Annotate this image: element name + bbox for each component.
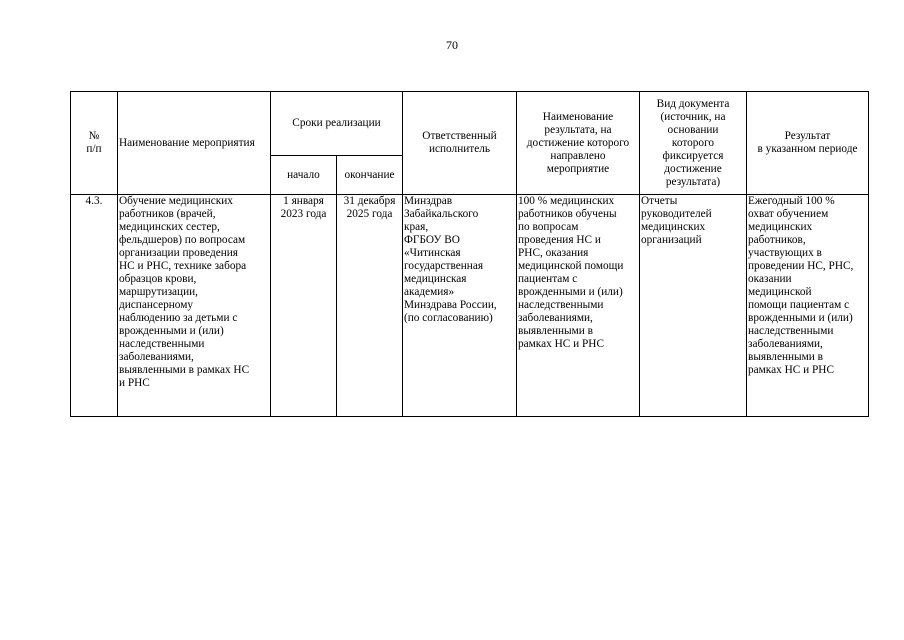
event-name-line: наследственными bbox=[119, 338, 205, 350]
result-name-line: проведения НС и bbox=[518, 234, 601, 246]
header-event-name: Наименование мероприятия bbox=[118, 92, 271, 195]
result-name-line: РНС, оказания bbox=[518, 247, 589, 259]
responsible-line: Забайкальского bbox=[404, 208, 479, 220]
header-responsible-line: исполнитель bbox=[428, 143, 491, 155]
event-name-line: фельдшеров) по вопросам bbox=[119, 234, 246, 246]
period-result-line: охват обучением bbox=[748, 208, 829, 220]
cell-start bbox=[271, 195, 337, 417]
responsible-line: Минздрав bbox=[404, 195, 453, 207]
event-name-line: Обучение медицинских bbox=[119, 195, 233, 207]
cell-responsible bbox=[403, 195, 517, 417]
period-result-line: работников, bbox=[748, 234, 806, 246]
period-result-line: выявленными в bbox=[748, 351, 823, 363]
event-name-line: НС и РНС, технике забора bbox=[119, 260, 247, 272]
header-result-name bbox=[517, 92, 640, 195]
header-terms: Сроки реализации bbox=[271, 92, 403, 156]
result-name-line: рамках НС и РНС bbox=[518, 338, 604, 350]
header-document-type-line: фиксируется bbox=[662, 149, 724, 162]
responsible-line: Минздрава России, bbox=[404, 299, 497, 311]
header-result-name-line: направлено bbox=[550, 149, 606, 162]
cell-event-name bbox=[118, 195, 271, 417]
responsible-line: (по согласованию) bbox=[404, 312, 493, 324]
table-row bbox=[71, 195, 869, 417]
action-plan-table bbox=[70, 91, 869, 417]
document-type-line: организаций bbox=[641, 234, 702, 246]
responsible-line: «Читинская bbox=[404, 247, 461, 259]
event-name-line: работников (врачей, bbox=[119, 208, 216, 220]
event-name-line: наблюдению за детьми с bbox=[119, 312, 238, 324]
header-document-type bbox=[640, 92, 747, 195]
result-name-line: выявленными в bbox=[518, 325, 593, 337]
header-document-type-line: основании bbox=[667, 123, 719, 136]
period-result-line: помощи пациентам с bbox=[748, 299, 850, 311]
header-period-result bbox=[747, 92, 869, 195]
event-name-line: медицинских сестер, bbox=[119, 221, 220, 233]
period-result-line: врожденными и (или) bbox=[748, 312, 853, 324]
responsible-line: медицинская bbox=[404, 273, 467, 285]
result-name-line: врожденными и (или) bbox=[518, 286, 623, 298]
event-name-line: выявленными в рамках НС bbox=[119, 364, 250, 376]
cell-document-type bbox=[640, 195, 747, 417]
cell-end bbox=[337, 195, 403, 417]
header-document-type-line: достижение bbox=[664, 162, 722, 175]
header-number-line: п/п bbox=[86, 143, 102, 155]
start-date-line: 2023 года bbox=[280, 208, 327, 220]
header-result-name-line: Наименование bbox=[542, 110, 614, 123]
document-type-line: Отчеты bbox=[641, 195, 678, 207]
header-result-name-line: результата, на bbox=[544, 123, 612, 136]
header-end: окончание bbox=[337, 156, 403, 195]
header-start: начало bbox=[271, 156, 337, 195]
header-number bbox=[71, 92, 118, 195]
cell-number: 4.3. bbox=[71, 195, 118, 417]
header-period-result-line: в указанном периоде bbox=[757, 143, 858, 155]
cell-period-result bbox=[747, 195, 869, 417]
result-name-line: 100 % медицинских bbox=[518, 195, 615, 207]
period-result-line: оказании bbox=[748, 273, 792, 285]
page-number: 70 bbox=[446, 38, 458, 52]
header-responsible bbox=[403, 92, 517, 195]
start-date-line: 1 января bbox=[283, 195, 324, 207]
event-name-line: диспансерному bbox=[119, 299, 194, 311]
header-document-type-line: (источник, на bbox=[660, 110, 726, 123]
header-document-type-line: результата) bbox=[665, 175, 721, 188]
period-result-line: медицинской bbox=[748, 286, 812, 298]
result-name-line: заболеваниями, bbox=[518, 312, 593, 324]
result-name-line: пациентам с bbox=[518, 273, 578, 285]
end-date-line: 31 декабря bbox=[343, 195, 396, 207]
period-result-line: медицинских bbox=[748, 221, 813, 233]
event-name-line: маршрутизации, bbox=[119, 286, 199, 298]
header-result-name-line: мероприятие bbox=[546, 162, 610, 175]
header-result-name-line: достижение которого bbox=[526, 136, 630, 149]
responsible-line: ФГБОУ ВО bbox=[404, 234, 460, 246]
responsible-line: края, bbox=[404, 221, 429, 233]
period-result-line: участвующих в bbox=[748, 247, 822, 259]
event-name-line: заболеваниями, bbox=[119, 351, 194, 363]
header-period-result-line: Результат bbox=[784, 130, 831, 142]
event-name-line: организации проведения bbox=[119, 247, 238, 259]
period-result-line: Ежегодный 100 % bbox=[748, 195, 835, 207]
result-name-line: медицинской помощи bbox=[518, 260, 624, 272]
document-type-line: медицинских bbox=[641, 221, 706, 233]
header-number-line: № bbox=[88, 130, 100, 142]
period-result-line: наследственными bbox=[748, 325, 834, 337]
event-name-line: и РНС bbox=[119, 377, 150, 389]
end-date-line: 2025 года bbox=[346, 208, 393, 220]
responsible-line: государственная bbox=[404, 260, 484, 272]
result-name-line: наследственными bbox=[518, 299, 604, 311]
header-responsible-line: Ответственный bbox=[422, 130, 497, 142]
period-result-line: заболеваниями, bbox=[748, 338, 823, 350]
event-name-line: врожденными и (или) bbox=[119, 325, 224, 337]
result-name-line: по вопросам bbox=[518, 221, 579, 233]
document-type-line: руководителей bbox=[641, 208, 712, 220]
cell-result-name bbox=[517, 195, 640, 417]
responsible-line: академия» bbox=[404, 286, 455, 298]
header-document-type-line: Вид документа bbox=[656, 97, 730, 110]
result-name-line: работников обучены bbox=[518, 208, 617, 220]
header-document-type-line: которого bbox=[671, 136, 715, 149]
period-result-line: проведении НС, РНС, bbox=[748, 260, 854, 272]
period-result-line: рамках НС и РНС bbox=[748, 364, 834, 376]
event-name-line: образцов крови, bbox=[119, 273, 197, 285]
